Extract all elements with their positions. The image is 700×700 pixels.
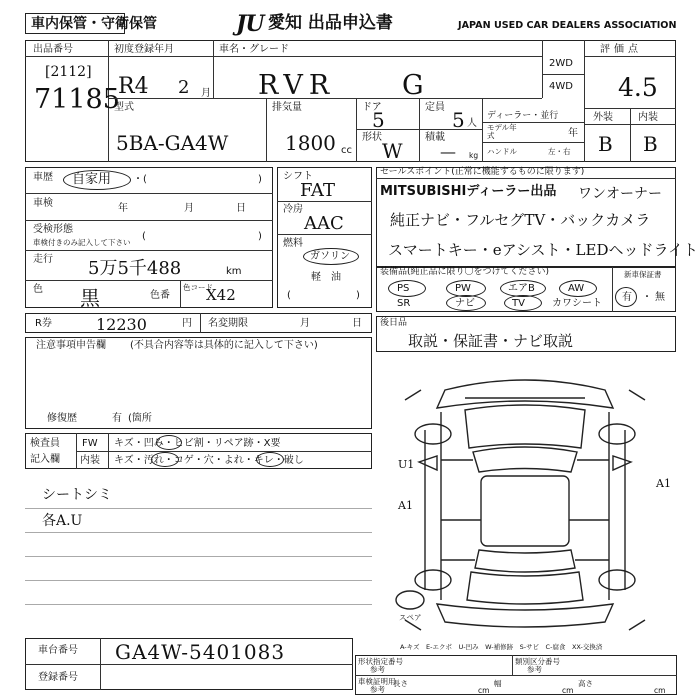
chassis-label: 車台番号 — [38, 645, 78, 656]
inspection-month: 月 — [184, 203, 194, 214]
shape-label: 形状 — [362, 132, 382, 143]
repair-place: (箇所 — [128, 413, 152, 424]
history-value: 自家用 — [72, 172, 112, 187]
dirt-circle — [151, 452, 179, 467]
lot-subcode: [2112] — [45, 64, 92, 80]
footer-height: 高さ — [578, 679, 593, 688]
wear-circle — [256, 452, 284, 467]
mileage-value: 5万5千488 — [88, 258, 182, 279]
fuel-paren: ( — [287, 290, 291, 301]
equip-pw: PW — [455, 283, 471, 294]
aw-circle — [559, 280, 597, 297]
displacement-unit: cc — [341, 145, 352, 156]
footer-width: 幅 — [494, 679, 502, 688]
fuel-label: 燃料 — [283, 238, 303, 249]
footer-length: 長さ — [393, 679, 408, 688]
note-line-2: 各A.U — [42, 513, 83, 529]
shift-value: FAT — [300, 180, 335, 201]
recycle-row — [25, 313, 372, 333]
acceptance-label: 受検形態 — [33, 224, 73, 235]
dealer-year-unit: 年 — [568, 128, 578, 139]
footer-cert: 車検証明用 — [358, 677, 396, 686]
exterior-label: 外装 — [593, 112, 613, 123]
navi-circle — [446, 295, 486, 311]
inspection-day: 日 — [236, 203, 246, 214]
acceptance-paren-close: ) — [258, 231, 262, 242]
diagram-mark-a1-right: A1 — [656, 477, 671, 490]
dealer-row1: ディーラー・並行 — [487, 111, 559, 121]
attachments-value: 取説・保証書・ナビ取説 — [408, 332, 574, 350]
note-line-1: シートシミ — [42, 487, 112, 503]
acceptance-paren: ( — [142, 231, 146, 242]
warranty-label: 新車保証書 — [624, 270, 662, 279]
lot-number: 71185 — [34, 84, 120, 115]
history-label: 車歴 — [33, 172, 53, 183]
acceptance-note: 車検付きのみ記入して下さい — [33, 238, 131, 247]
equip-navi: ナビ — [455, 298, 475, 309]
equip-seat: カワシート — [552, 298, 602, 309]
score-label: 評価点 — [600, 44, 642, 55]
recycle-value: 12230 — [96, 315, 147, 334]
footer-class-no: 類別区分番号 — [515, 657, 560, 666]
notes-label: 注意事項申告欄 — [36, 340, 106, 351]
color-code-label: 色番 — [150, 290, 170, 301]
registration-label: 初度登録年月 — [114, 44, 174, 55]
color-trim-label: 色コード — [183, 283, 213, 292]
name-change-label: 名変期限 — [208, 318, 248, 329]
dealer-row3: ハンドル — [487, 147, 517, 156]
drive-2wd: 2WD — [549, 58, 573, 69]
equip-tv: TV — [512, 298, 525, 309]
inspection-label: 車検 — [33, 198, 53, 209]
form-title: 愛知 出品申込書 — [268, 13, 393, 33]
name-change-month: 月 — [300, 318, 310, 329]
dent-circle — [156, 435, 182, 450]
exterior-score: B — [598, 132, 613, 156]
interior-label: 内装 — [638, 112, 658, 123]
selling-brand-line: MITSUBISHIディーラー出品 — [380, 184, 557, 199]
name-change-day: 日 — [352, 318, 362, 329]
shape-value: W — [382, 139, 403, 163]
equip-aw: AW — [568, 283, 585, 294]
fuel-gasoline: ガソリン — [310, 251, 350, 262]
fw-items: キズ・凹み・ヒビ割・リペア跡・X要 — [114, 438, 281, 449]
selling-line1-extra: ワンオーナー — [578, 186, 662, 202]
recycle-label: R券 — [35, 318, 52, 329]
warranty-no: 無 — [655, 292, 665, 303]
color-code: X42 — [206, 286, 236, 304]
notes-hint: (不具合内容等は具体的に記入して下さい) — [130, 340, 318, 351]
legend-line-1: A-キズ E-エクボ U-凹み W-補修跡 S-サビ C-腐食 XX-交換済 — [400, 643, 603, 651]
lot-label: 出品番号 — [33, 44, 73, 55]
footer-cm-2: cm — [562, 686, 574, 695]
selling-line2: 純正ナビ・フルセグTV・バックカメラ — [390, 211, 651, 229]
grade-name: G — [402, 70, 424, 101]
attachments-label: 後日品 — [380, 318, 408, 328]
fuel-paren-close: ) — [356, 290, 360, 301]
footer-ref-2: 参考 — [527, 665, 542, 674]
equip-ps: PS — [397, 283, 410, 294]
name-label: 車名・グレード — [219, 44, 289, 55]
history-paren-close: ) — [258, 174, 262, 185]
registration-no-label: 登録番号 — [38, 672, 78, 683]
diagram-mark-u1: U1 — [398, 458, 415, 471]
load-value: — — [440, 142, 456, 161]
capacity-value: 5 — [452, 108, 465, 132]
storage-tag-text: 車内保管・守衛保管 — [31, 16, 157, 32]
doors-label: ドア — [362, 102, 382, 113]
diagram-mark-a1-left: A1 — [398, 499, 413, 512]
spare-label: スペア — [399, 613, 422, 622]
month-unit: 月 — [201, 88, 211, 99]
footer-ref-1: 参考 — [370, 665, 385, 674]
equip-sr: SR — [397, 298, 411, 309]
color-value: 黒 — [80, 286, 100, 310]
doors-value: 5 — [372, 108, 385, 132]
load-unit: kg — [469, 151, 479, 160]
inspector-label-2: 記入欄 — [30, 454, 60, 465]
warranty-sep: ・ — [642, 292, 652, 303]
capacity-unit: 人 — [467, 118, 477, 129]
vehicle-damage-diagram — [385, 360, 685, 645]
capacity-label: 定員 — [425, 102, 445, 113]
cooling-label: 冷房 — [283, 204, 303, 215]
model-code: 5BA-GA4W — [116, 131, 229, 155]
equipment-label: 装備品(純正品に限り〇をつけてください) — [380, 267, 550, 277]
color-label: 色 — [33, 284, 43, 295]
equip-airbag: エアB — [508, 283, 535, 294]
footer-cm-1: cm — [478, 686, 490, 695]
load-label: 積載 — [425, 132, 445, 143]
model-name: RVR — [258, 70, 336, 101]
repair-label: 修復歴 — [47, 413, 77, 424]
ju-logo: JU — [236, 11, 264, 37]
ps-circle — [388, 280, 426, 297]
footer-ref-3: 参考 — [370, 685, 385, 694]
cooling-value: AAC — [304, 213, 344, 234]
chassis-number: GA4W-5401083 — [115, 640, 286, 664]
dealer-hand-opts: 左・右 — [548, 147, 571, 156]
int-label: 内装 — [80, 455, 100, 466]
mileage-label: 走行 — [33, 254, 53, 265]
score-value: 4.5 — [618, 73, 658, 102]
history-paren: ・( — [133, 174, 147, 185]
int-items: キズ・汚れ・コゲ・穴・よれ・キレ・破し — [114, 455, 304, 466]
selling-points-label: セールスポイント(正常に機能するものに限ります) — [380, 167, 585, 177]
warranty-yes-circle — [615, 287, 637, 307]
fuel-diesel: 軽 油 — [311, 272, 341, 283]
selling-line3: スマートキー・eアシスト・LEDヘッドライト — [388, 241, 699, 259]
registration-month: 2 — [178, 77, 190, 98]
association-name: JAPAN USED CAR DEALERS ASSOCIATION — [458, 20, 677, 31]
inspection-year: 年 — [118, 203, 128, 214]
displacement-value: 1800 — [285, 131, 336, 155]
mileage-unit: km — [226, 266, 242, 277]
registration-year: R4 — [118, 74, 149, 99]
footer-designated: 形状指定番号 — [358, 657, 403, 666]
footer-cm-3: cm — [654, 686, 666, 695]
recycle-unit: 円 — [182, 318, 192, 329]
shift-label: シフト — [283, 171, 313, 182]
drive-4wd: 4WD — [549, 81, 573, 92]
warranty-yes: 有 — [622, 292, 632, 303]
inspector-label-1: 検査員 — [30, 438, 60, 449]
fw-label: FW — [82, 438, 98, 449]
interior-score: B — [643, 132, 658, 156]
repair-value: 有 — [112, 413, 122, 424]
displacement-label: 排気量 — [272, 102, 302, 113]
tv-circle — [504, 295, 542, 311]
dealer-row2: モデル年式 — [487, 123, 517, 140]
model-code-label: 型式 — [114, 102, 134, 113]
